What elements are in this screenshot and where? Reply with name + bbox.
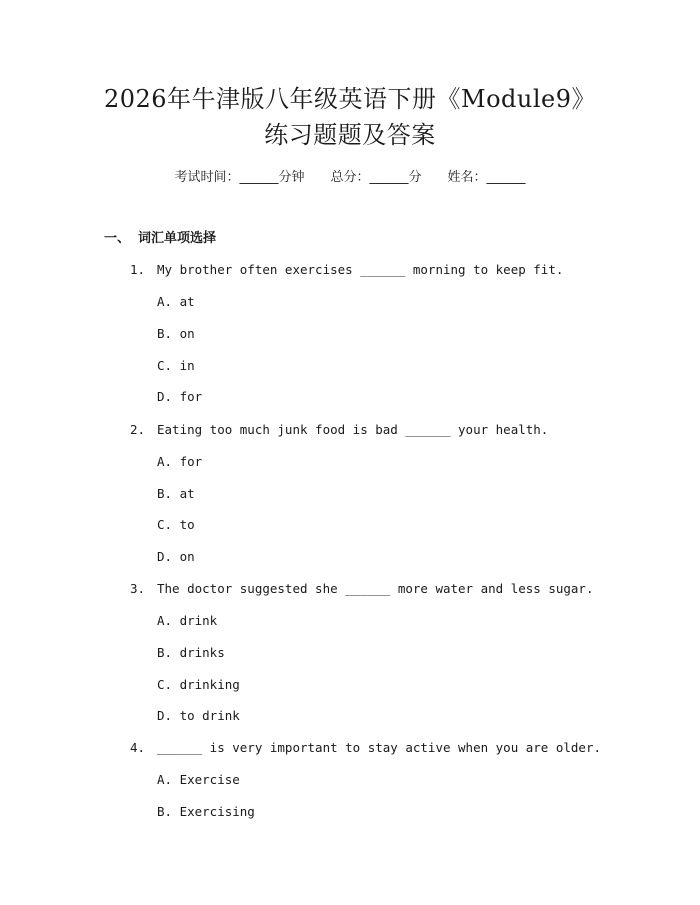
question-1-option-b: B. on [157, 326, 195, 341]
page-title-line-2: 练习题题及答案 [264, 121, 436, 149]
name-blank: ______ [486, 170, 526, 185]
question-1-option-c: C. in [157, 358, 195, 373]
question-4-option-a: A. Exercise [157, 772, 240, 787]
question-3-option-b: B. drinks [157, 645, 225, 660]
question-3 [130, 580, 594, 598]
question-number: 3. [130, 581, 146, 596]
page-title-line-1: 2026年牛津版八年级英语下册《Module9》 [103, 85, 597, 113]
question-3-option-a: A. drink [157, 613, 218, 628]
exam-info [0, 169, 700, 187]
question-1-option-a: A. at [157, 294, 195, 309]
question-3-option-d: D. to drink [157, 708, 240, 723]
question-1 [130, 261, 563, 279]
question-number: 1. [130, 262, 146, 277]
exam-time-blank: ______ [239, 170, 279, 185]
question-text: ______ is very important to stay active when you are older. [157, 740, 602, 755]
question-2 [130, 421, 548, 439]
question-number: 4. [130, 740, 146, 755]
name-label: 姓名： [447, 170, 487, 185]
question-2-option-c: C. to [157, 517, 195, 532]
section-title: 词汇单项选择 [138, 231, 217, 246]
total-score-blank: ______ [369, 170, 409, 185]
section-number: 一、 [104, 231, 131, 246]
total-score-label: 总分： [330, 170, 370, 185]
total-score-unit: 分 [408, 170, 422, 185]
question-2-option-d: D. on [157, 549, 195, 564]
exam-time-unit: 分钟 [278, 170, 305, 185]
section-heading [104, 230, 216, 248]
question-4 [130, 739, 601, 757]
question-3-option-c: C. drinking [157, 677, 240, 692]
question-4-option-b: B. Exercising [157, 804, 255, 819]
question-text: The doctor suggested she ______ more water and less sugar. [157, 581, 594, 596]
question-text: My brother often exercises ______ morning to keep fit. [157, 262, 564, 277]
question-2-option-b: B. at [157, 486, 195, 501]
question-number: 2. [130, 422, 146, 437]
question-text: Eating too much junk food is bad ______ your health. [157, 422, 549, 437]
exam-time-label: 考试时间： [174, 170, 240, 185]
question-2-option-a: A. for [157, 454, 203, 469]
question-1-option-d: D. for [157, 389, 203, 404]
